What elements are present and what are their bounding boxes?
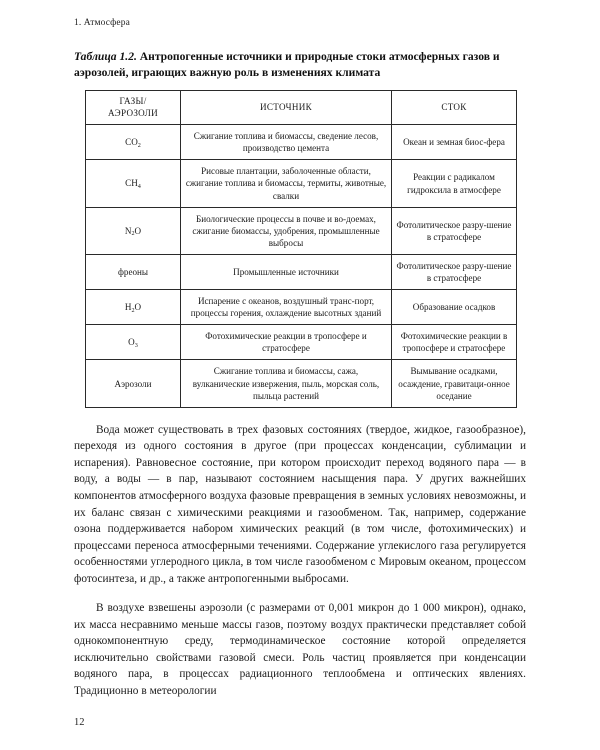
cell-source: Фотохимические реакции в тропосфере и стратосфере — [181, 325, 392, 360]
table-caption-text: Антропогенные источники и природные стоки атмосферных газов и аэрозолей, играющих важную роль в изменениях климата — [74, 50, 500, 79]
cell-source: Промышленные источники — [181, 254, 392, 289]
cell-gas: $H_2O$ — [86, 290, 181, 325]
cell-sink: Вымывание осадками, осаждение, гравитаци-онное оседание — [392, 360, 517, 407]
cell-sink: Фотолитическое разру-шение в стратосфере — [392, 207, 517, 254]
cell-sink: Образование осадков — [392, 290, 517, 325]
cell-gas: $CH_4$ — [86, 160, 181, 207]
column-header-gases-line1: ГАЗЫ/ — [119, 95, 147, 106]
body-paragraph-2: В воздухе взвешены аэрозоли (с размерами от 0,001 микрон до 1 000 микрон), однако, их масса несравнимо меньше массы газов, поэтому воздух практически представляет собой однокомпонентную среду, термодинамическое состояние которой определяется исключительно свойствами газовой смеси. Роль частиц проявляется при конденсации водяного пара, в процессах радиационного теплообмена и оптических явлениях. Традиционно в метеорологии — [74, 602, 526, 697]
table-row — [86, 290, 517, 325]
cell-source: Рисовые плантации, заболоченные области, сжигание топлива и биомассы, термиты, животные, свалки — [181, 160, 392, 207]
table-header-row — [86, 90, 517, 124]
cell-sink: Океан и земная биос-фера — [392, 125, 517, 160]
column-header-gases-line2: АЭРОЗОЛИ — [108, 108, 158, 119]
cell-sink: Фотолитическое разру-шение в стратосфере — [392, 254, 517, 289]
table-body — [86, 125, 517, 408]
table-caption — [74, 49, 526, 80]
page-number: 12 — [74, 717, 85, 728]
cell-gas: $N_2O$ — [86, 207, 181, 254]
table-row — [86, 325, 517, 360]
cell-gas: $O_3$ — [86, 325, 181, 360]
cell-source: Сжигание топлива и биомассы, сажа, вулканические извержения, пыль, морская соль, пыльца растений — [181, 360, 392, 407]
cell-gas: Аэрозоли — [86, 360, 181, 407]
column-header-gases — [86, 90, 181, 124]
table-row — [86, 207, 517, 254]
table-row — [86, 125, 517, 160]
table-row — [86, 160, 517, 207]
column-header-source: ИСТОЧНИК — [181, 90, 392, 124]
cell-source: Сжигание топлива и биомассы, сведение лесов, производство цемента — [181, 125, 392, 160]
table-caption-number: Таблица 1.2. — [74, 50, 137, 64]
cell-source: Биологические процессы в почве и во-доемах, сжигание биомассы, удобрения, промышленные выбросы — [181, 207, 392, 254]
body-paragraph-1: Вода может существовать в трех фазовых состояниях (твердое, жидкое, газообразное), переходя из одного состояния в другое (при процессах конденсации, сублимации и испарения). Равновесное состояние, при котором происходит переход водяного пара — в воду, а воды — в пар, называют состоянием насыщения пара. У других важнейших компонентов атмосферного воздуха фазовые превращения в земных условиях невозможны, и их баланс связан с химическими реакциями и газообменом. Так, например, содержание озона поддерживается набором химических реакций (в том числе, фотохимических) и процессами переноса атмосферными течениями. Содержание углекислого газа регулируется особенностями углеродного цикла, в том числе газообменом с Мировым океаном, процессом фотосинтеза, и др., а также антропогенными выбросами. — [74, 423, 526, 585]
table-row — [86, 254, 517, 289]
cell-sink: Реакции с радикалом гидроксила в атмосфере — [392, 160, 517, 207]
atmospheric-gases-table — [85, 90, 517, 408]
cell-gas: $CO_2$ — [86, 125, 181, 160]
cell-source: Испарение с океанов, воздушный транс-порт, процессы горения, охлаждение высотных зданий — [181, 290, 392, 325]
cell-sink: Фотохимические реакции в тропосфере и стратосфере — [392, 325, 517, 360]
column-header-sink: СТОК — [392, 90, 517, 124]
running-head: 1. Атмосфера — [74, 18, 130, 28]
cell-gas: фреоны — [86, 254, 181, 289]
table-row — [86, 360, 517, 407]
